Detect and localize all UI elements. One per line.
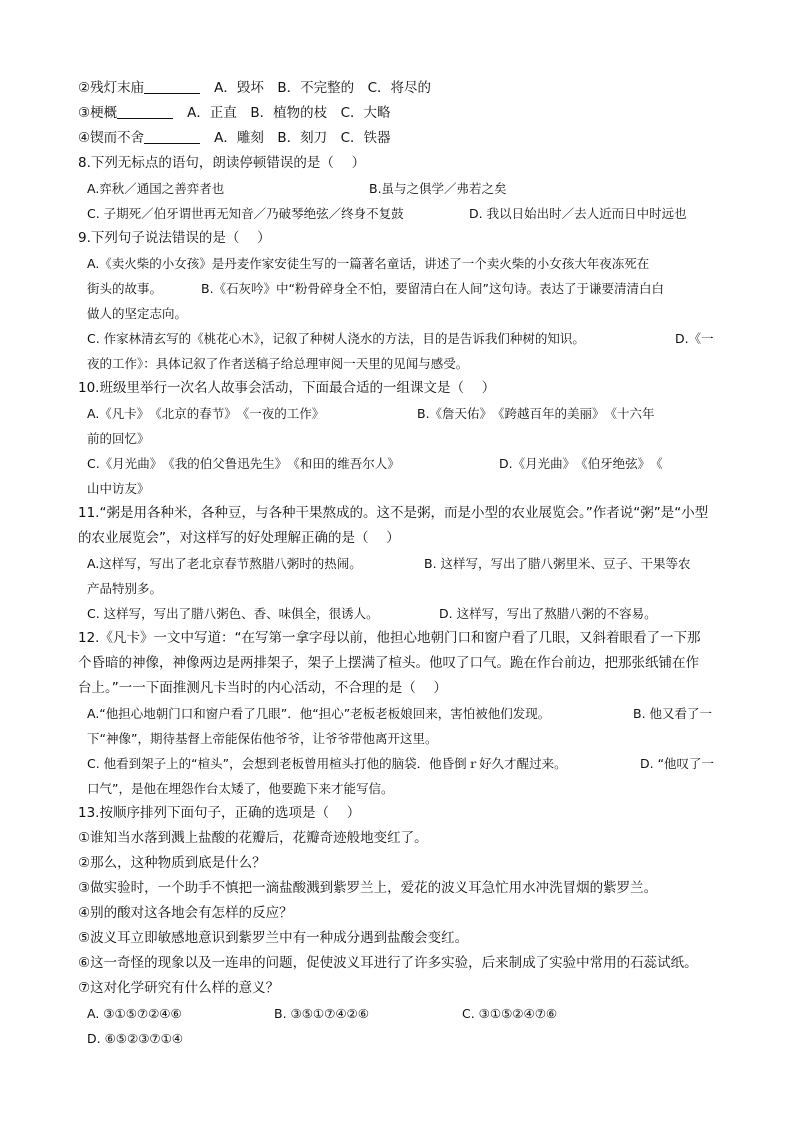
option-row <box>78 176 718 201</box>
option-a: A.《卖火柴的小女孩》是丹麦作家安徒生写的一篇著名童话，讲述了一个卖火柴的小女孩大年夜冻死在 <box>87 256 650 271</box>
option-row <box>78 201 718 226</box>
question-stem: 11.“粥是用各种米，各种豆，与各种干果熬成的。这不是粥，而是小型的农业展览会。”作者说“粥”是“小型 <box>78 505 709 521</box>
option-c: C. 子期死／伯牙谓世再无知音／乃破琴绝弦／终身不复鼓 <box>87 206 404 221</box>
vocab-options: A．雕刻 B．刻刀 C．铁器 <box>214 130 391 146</box>
answer-blank[interactable] <box>144 129 200 144</box>
answer-blank[interactable] <box>117 104 173 119</box>
vocab-word: ②残灯末庙 <box>78 80 145 96</box>
option-b-cont: 前的回忆》 <box>87 431 150 446</box>
option-b: B. 这样写，写出了腊八粥里米、豆子、干果等农 <box>424 556 691 571</box>
option-d: D. “他叹了一 <box>640 756 715 771</box>
vocab-options: A．毁坏 B．不完整的 C．将尽的 <box>214 80 432 96</box>
option-d-cont: 口气”，是他在埋怨作台太矮了，他要跪下来才能写信。 <box>87 781 394 796</box>
vocab-word: ④锲而不舍 <box>78 130 145 146</box>
option-d: D.《月光曲》 《伯牙绝弦》 《 <box>499 456 663 471</box>
option-a-cont: 街头的故事。 <box>87 281 163 296</box>
option-d: D. 这样写，写出了熬腊八粥的不容易。 <box>439 606 657 621</box>
option-c: C. ③①⑤②④⑦⑥ <box>462 1006 558 1021</box>
vocab-options: A．正直 B．植物的枝 C．大略 <box>187 105 391 121</box>
vocab-word: ③梗概 <box>78 105 118 121</box>
option-b-cont: 做人的坚定志向。 <box>87 306 188 321</box>
option-row <box>78 326 718 351</box>
answer-blank[interactable] <box>144 79 200 94</box>
vocab-item <box>78 126 718 151</box>
sentence-item: ⑦这对化学研究有什么样的意义？ <box>78 980 280 996</box>
option-row <box>78 276 718 301</box>
sentence-item: ①谁知当水落到溅上盐酸的花瓣后，花瓣奇迹般地变红了。 <box>78 830 428 846</box>
sentence-item: ⑥这一奇怪的现象以及一连串的问题，促使波义耳进行了许多实验，后来制成了实验中常用的石蕊试纸。 <box>78 955 698 971</box>
option-a: A. ③①⑤⑦②④⑥ <box>87 1006 182 1021</box>
option-row <box>78 551 718 576</box>
option-b: B. 他又看了一 <box>633 706 713 721</box>
option-c: C. 他看到架子上的“楦头”，会想到老板曾用楦头打他的脑袋．他昏倒ｒ好久才醒过来。 <box>87 756 567 771</box>
question-stem: 10.班级里举行一次名人故事会活动，下面最合适的一组课文是（ ） <box>78 380 496 396</box>
option-c: C. 作家林清玄写的《桃花心木》，记叙了种树人浇水的方法，目的是告诉我们种树的知识。 <box>87 331 585 346</box>
option-b-cont: 产品特别多。 <box>87 581 163 596</box>
option-a: A.弈秋／通国之善弈者也 <box>87 181 225 196</box>
option-row <box>78 451 718 476</box>
option-a: A.《凡卡》 《北京的春节》 《一夜的工作》 <box>87 406 325 421</box>
option-row <box>78 401 718 426</box>
sentence-item: ②那么，这种物质到底是什么？ <box>78 855 266 871</box>
option-a: A.这样写，写出了老北京春节熬腊八粥时的热闹。 <box>87 556 362 571</box>
option-d: D. ⑥⑤②③⑦①④ <box>87 1031 184 1046</box>
option-row <box>78 701 718 726</box>
sentence-item: ④别的酸对这各地会有怎样的反应？ <box>78 905 293 921</box>
worksheet-page <box>78 76 718 1051</box>
question-stem: 13.按顺序排列下面句子，正确的选项是（ ） <box>78 805 361 821</box>
question-stem: 9.下列句子说法错误的是（ ） <box>78 230 271 246</box>
vocab-item <box>78 101 718 126</box>
vocab-item <box>78 76 718 101</box>
question-stem: 12.《凡卡》一文中写道：“在写第一拿字母以前，他担心地朝门口和窗户看了几眼，又斜着眼看了一下那 <box>78 630 701 646</box>
sentence-item: ⑤波义耳立即敏感地意识到紫罗兰中有一种成分遇到盐酸会变红。 <box>78 930 469 946</box>
question-stem-cont: 个昏暗的神像，神像两边是两排架子，架子上摆满了楦头。他叹了口气。跪在作台前边，把那张纸铺在作 <box>78 655 699 671</box>
option-d: D. 我以日始出时／去人近而日中时远也 <box>469 206 687 221</box>
option-b-cont: 下“神像”，期待基督上帝能保佑他爷爷，让爷爷带他离开这里。 <box>87 731 438 746</box>
option-d: D.《一 <box>675 331 714 346</box>
option-row <box>78 751 718 776</box>
option-d-cont: 夜的工作》：具体记叙了作者送稿子给总理审阅一天里的见闻与感受。 <box>87 356 469 371</box>
option-b: B.虽与之俱学／弗若之矣 <box>369 181 507 196</box>
option-row <box>78 1001 718 1026</box>
question-stem-cont: 台上。”一一下面推测凡卡当时的内心活动，不合理的是（ ） <box>78 680 448 696</box>
option-d-cont: 山中访友》 <box>87 481 150 496</box>
option-b: B. ③⑤①⑦④②⑥ <box>274 1006 369 1021</box>
option-b: B.《詹天佑》 《跨越百年的美丽》 《十六年 <box>417 406 655 421</box>
option-c: C. 这样写，写出了腊八粥色、香、味俱全，很诱人。 <box>87 606 379 621</box>
question-stem: 8.下列无标点的语句，朗读停顿错误的是（ ） <box>78 155 366 171</box>
option-c: C.《月光曲》 《我的伯父鲁迅先生》 《和田的维吾尔人》 <box>87 456 400 471</box>
option-row <box>78 601 718 626</box>
option-a: A.“他担心地朝门口和窗户看了几眼”．他“担心”老板老板娘回来，害怕被他们发现。 <box>87 706 551 721</box>
sentence-item: ③做实验时，一个助手不慎把一滴盐酸溅到紫罗兰上，爱花的波义耳急忙用水冲洗冒烟的紫罗兰。 <box>78 880 658 896</box>
question-stem-cont: 的农业展览会”，对这样写的好处理解正确的是（ ） <box>78 530 400 546</box>
option-b: B.《石灰吟》中“粉骨碎身全不怕，要留清白在人间”这句诗。表达了于谦要清清白白 <box>201 281 665 296</box>
